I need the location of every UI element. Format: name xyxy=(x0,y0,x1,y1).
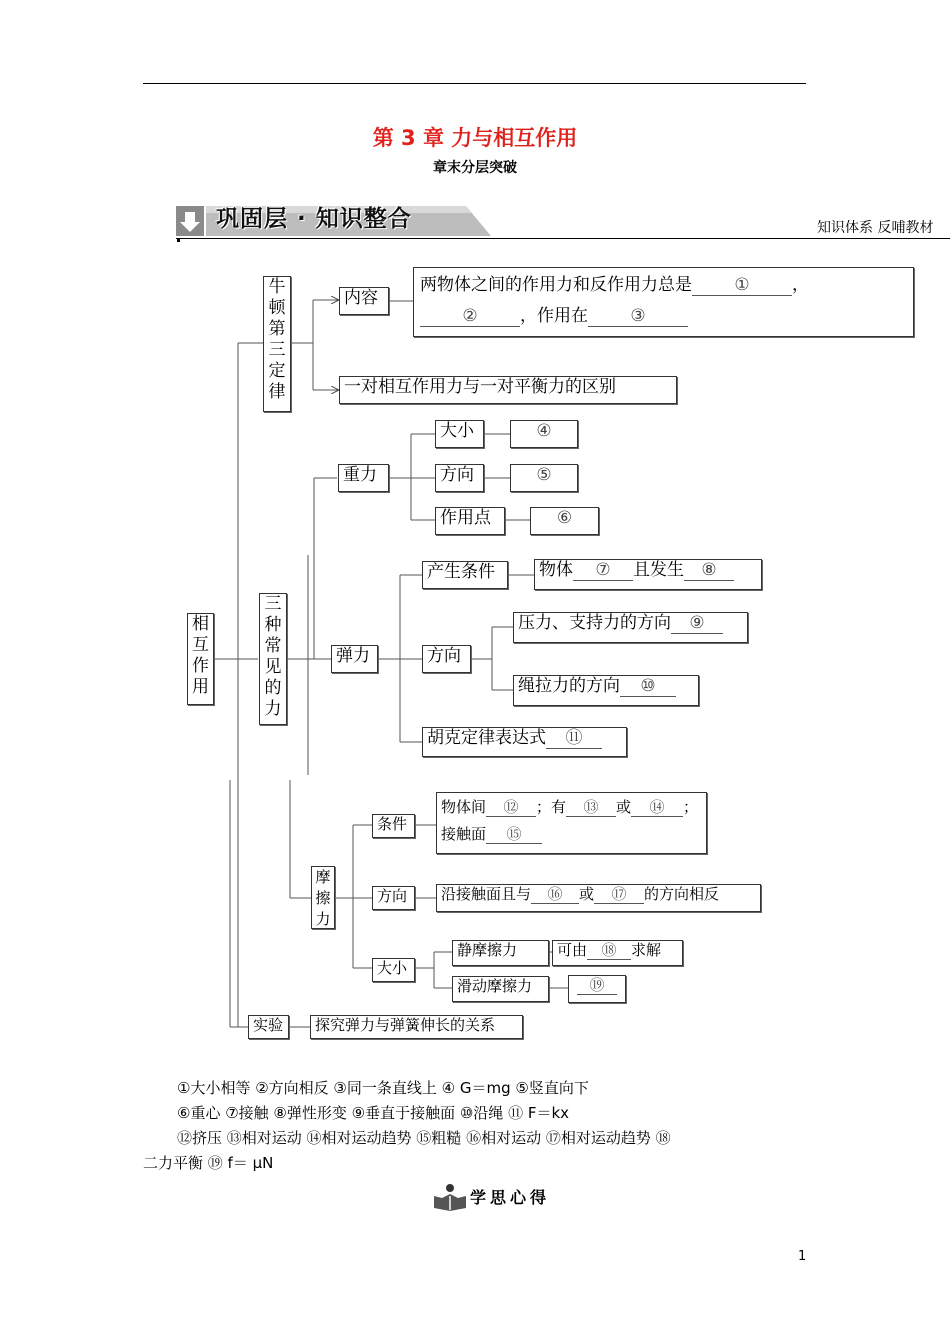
elastic-direction-label: 方向 xyxy=(422,645,471,673)
static-friction-box: 可由 ⑱ 求解 xyxy=(552,940,683,966)
blank-16: ⑯ xyxy=(531,886,579,904)
gravity-size-blank: ④ xyxy=(510,420,578,448)
experiment-desc: 探究弹力与弹簧伸长的关系 xyxy=(310,1015,523,1039)
content-label: 内容 xyxy=(339,287,389,315)
content-line2: ，作用在 xyxy=(520,306,588,326)
content-line1: 两物体之间的作用力和反作用力总是 xyxy=(420,275,692,295)
blank-14: ⑭ xyxy=(631,799,683,817)
elastic-node: 弹力 xyxy=(331,645,378,673)
difference-box: 一对相互作用力与一对平衡力的区别 xyxy=(339,376,677,404)
friction-condition-box: 物体间 ⑫ ；有 ⑬ 或 ⑭ ； 接触面 ⑮ xyxy=(436,792,707,854)
answer-line-3: ⑫挤压 ⑬相对运动 ⑭相对运动趋势 ⑮粗糙 ⑯相对运动 ⑰相对运动趋势 ⑱ xyxy=(177,1129,671,1147)
gravity-size-label: 大小 xyxy=(435,420,484,448)
blank-10: ⑩ xyxy=(620,677,676,697)
content-comma: ， xyxy=(792,275,809,295)
gravity-node: 重力 xyxy=(338,464,389,492)
gravity-point-blank: ⑥ xyxy=(530,507,599,535)
blank-11: ⑪ xyxy=(546,729,602,749)
chapter-title: 第 3 章 力与相互作用 xyxy=(372,126,578,150)
sliding-friction-label: 滑动摩擦力 xyxy=(452,976,549,1002)
blank-12: ⑫ xyxy=(486,799,536,817)
friction-direction-box: 沿接触面且与 ⑯ 或 ⑰ 的方向相反 xyxy=(436,884,761,912)
blank-8: ⑧ xyxy=(684,561,734,581)
friction-condition-label: 条件 xyxy=(372,814,415,838)
blank-19: ⑲ xyxy=(577,977,617,995)
elastic-condition-label: 产生条件 xyxy=(422,561,508,589)
blank-2: ② xyxy=(420,307,520,327)
elastic-direction-1: 压力、支持力的方向 ⑨ xyxy=(513,612,748,643)
hooke-law-box: 胡克定律表达式 ⑪ xyxy=(422,727,627,757)
elastic-condition-box: 物体 ⑦ 且发生 ⑧ xyxy=(534,559,762,590)
page-number: 1 xyxy=(798,1249,807,1264)
book-reader-icon xyxy=(432,1182,468,1212)
blank-3: ③ xyxy=(588,307,688,327)
blank-9: ⑨ xyxy=(671,614,723,634)
three-forces-node: 三 种 常 见 的 力 xyxy=(259,593,287,725)
experiment-label: 实验 xyxy=(248,1015,289,1039)
blank-13: ⑬ xyxy=(566,799,616,817)
elastic-direction-2: 绳拉力的方向 ⑩ xyxy=(513,675,699,706)
blank-15: ⑮ xyxy=(486,826,542,844)
blank-17: ⑰ xyxy=(594,886,644,904)
section-subtitle: 章末分层突破 xyxy=(433,160,517,176)
root-node: 相 互 作 用 xyxy=(187,613,214,705)
gravity-direction-label: 方向 xyxy=(435,464,484,492)
banner-title: 巩固层 · 知识整合 xyxy=(216,206,412,232)
static-friction-label: 静摩擦力 xyxy=(452,940,549,966)
newton-third-law-node: 牛 顿 第 三 定 律 xyxy=(263,276,291,412)
banner-right-label: 知识体系 反哺教材 xyxy=(817,220,934,236)
answer-key xyxy=(143,1076,815,1176)
friction-direction-label: 方向 xyxy=(372,886,415,910)
answer-line-4: 二力平衡 ⑲ f＝ μN xyxy=(143,1154,274,1172)
answer-line-1: ①大小相等 ②方向相反 ③同一条直线上 ④ G＝mg ⑤竖直向下 xyxy=(177,1079,589,1097)
content-box xyxy=(413,267,914,337)
sliding-friction-blank xyxy=(568,975,626,1003)
blank-1: ① xyxy=(692,276,792,296)
friction-node: 摩 擦 力 xyxy=(311,866,335,929)
gravity-direction-blank: ⑤ xyxy=(510,464,578,492)
gravity-point-label: 作用点 xyxy=(435,507,505,535)
blank-7: ⑦ xyxy=(573,561,633,581)
blank-18: ⑱ xyxy=(587,942,631,960)
answer-line-2: ⑥重心 ⑦接触 ⑧弹性形变 ⑨垂直于接触面 ⑩沿绳 ⑪ F＝kx xyxy=(177,1104,570,1122)
friction-size-label: 大小 xyxy=(372,958,415,982)
logo-text: 学思心得 xyxy=(470,1188,551,1207)
